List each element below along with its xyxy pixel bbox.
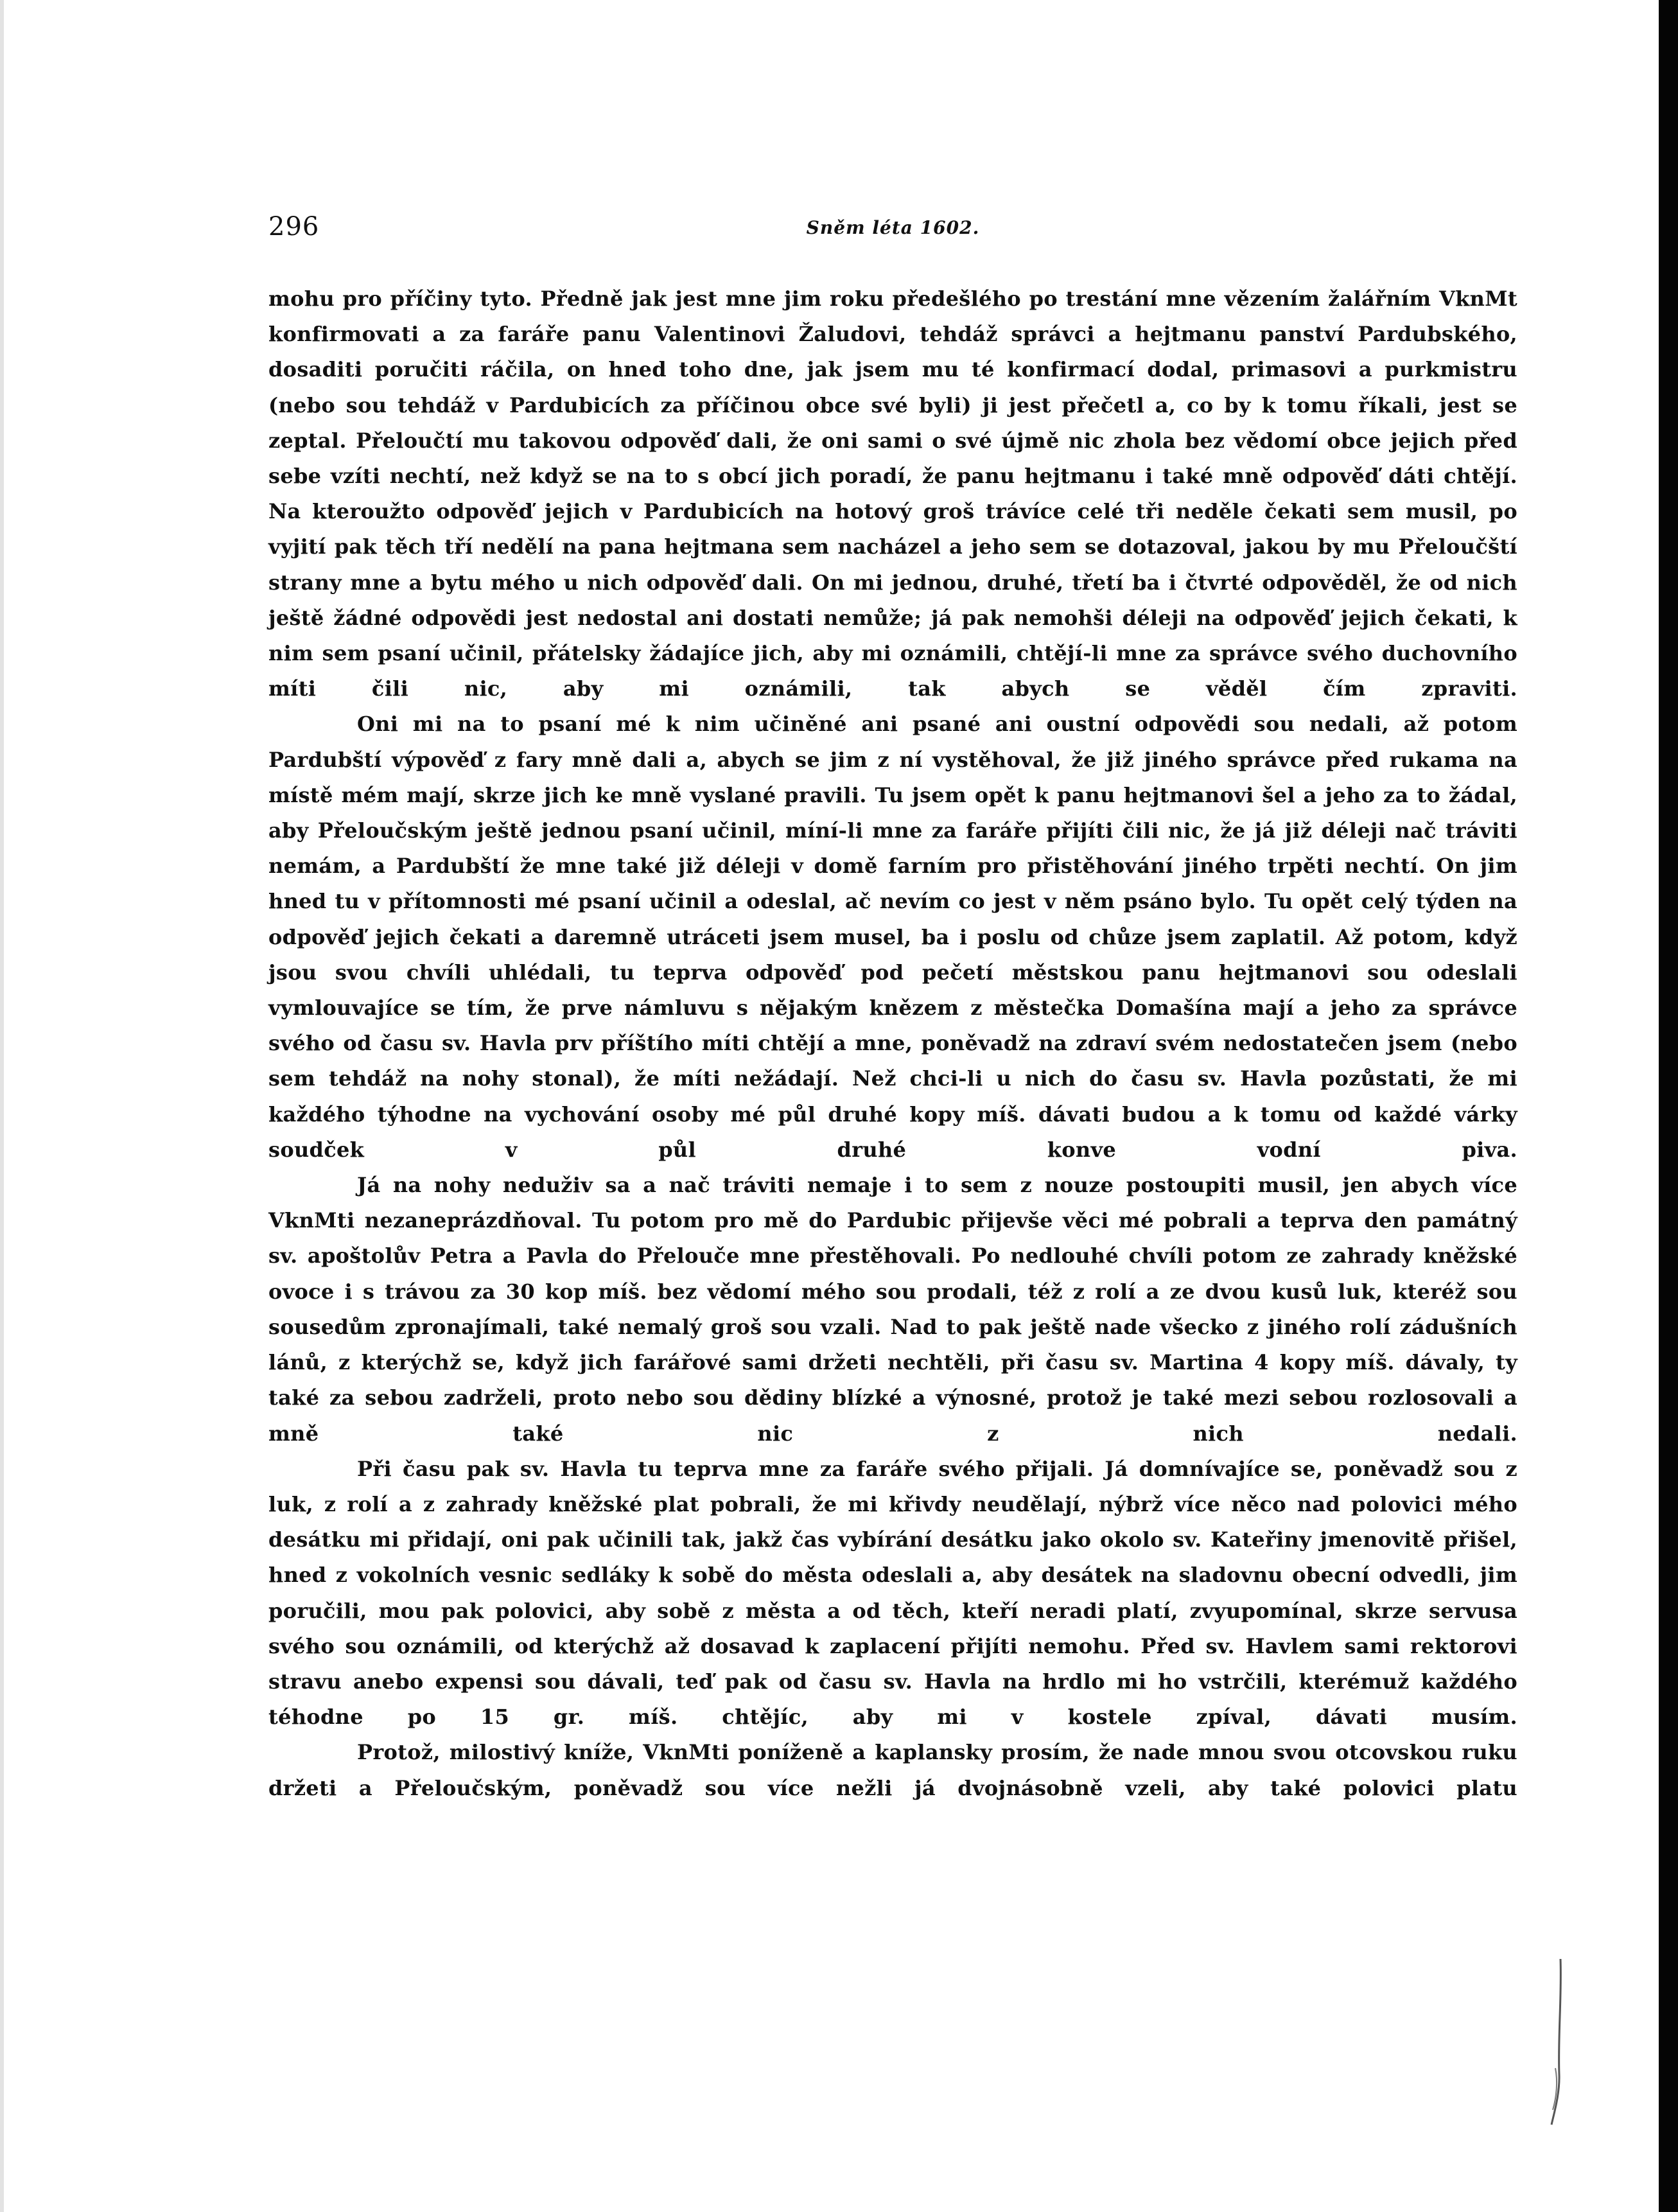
scan-edge-left <box>0 0 4 2212</box>
paragraph-1: mohu pro příčiny tyto. Předně jak jest mne jim roku předešlého po trestání mne vězením žalářním VknMt konfirmovati a za faráře panu Valentinovi Žaludovi, tehdáž správci a hejtmanu panství Pardubského, dosaditi poručiti ráčila, on hned toho dne, jak jsem mu té konfirmací dodal, primasovi a purkmistru (nebo sou tehdáž v Pardubicích za příčinou obce své byli) ji jest přečetl a, co by k tomu říkali, jest se zeptal. Přeloučtí mu takovou odpověď dali, že oni sami o své újmě nic zhola bez vědomí obce jejich před sebe vzíti nechtí, než když se na to s obcí jich poradí, že panu hejtmanu i také mně odpověď dáti chtějí. Na kteroužto odpověď jejich v Pardubicích na hotový groš trávíce celé tři neděle čekati sem musil, po vyjití pak těch tří nedělí na pana hejtmana sem nacházel a jeho sem se dotazoval, jakou by mu Přeloučští strany mne a bytu mého u nich odpověď dali. On mi jednou, druhé, třetí ba i čtvrté odpověděl, že od nich ještě žádné odpovědi jest nedostal ani dostati nemůže; já pak nemohši déleji na odpověď jejich čekati, k nim sem psaní učinil, přátelsky žádajíce jich, aby mi oznámili, chtějí-li mne za správce svého duchovního míti čili nic, aby mi oznámili, tak abych se věděl čím zpraviti. <box>268 286 1517 701</box>
running-title: Sněm léta 1602. <box>806 217 980 238</box>
document-page <box>268 212 1517 1806</box>
paragraph-3: Já na nohy neduživ sa a nač tráviti nemaje i to sem z nouze postoupiti musil, jen abych více VknMti nezaneprázdňoval. Tu potom pro mě do Pardubic přijevše věci mé pobrali a teprva den památný sv. apoštolův Petra a Pavla do Přelouče mne přestěhovali. Po nedlouhé chvíli potom ze zahrady kněžské ovoce i s trávou za 30 kop míš. bez vědomí mého sou prodali, též z rolí a ze dvou kusů luk, kteréž sou sousedům zpronajímali, také nemalý groš sou vzali. Nad to pak ještě nade všecko z jiného rolí zádušních lánů, z kterýchž se, když jich farářové sami držeti nechtěli, při času sv. Martina 4 kopy míš. dávaly, ty také za sebou zadrželi, proto nebo sou dědiny blízké a výnosné, protož je také mezi sebou rozlosovali a mně také nic z nich nedali. <box>268 1173 1517 1446</box>
body-text <box>268 281 1517 1806</box>
paragraph-5: Protož, milostivý kníže, VknMti poníženě a kaplansky prosím, že nade mnou svou otcovskou ruku držeti a Přeloučským, poněvadž sou více nežli já dvojnásobně vzeli, aby také polovici platu <box>268 1740 1517 1800</box>
scan-edge-right <box>1659 0 1678 2212</box>
paragraph-2: Oni mi na to psaní mé k nim učiněné ani psané ani oustní odpovědi sou nedali, až potom Pardubští výpověď z fary mně dali a, abych se jim z ní vystěhoval, že již jiného správce před rukama na místě mém mají, skrze jich ke mně vyslané pravili. Tu jsem opět k panu hejtmanovi šel a jeho za to žádal, aby Přeloučským ještě jednou psaní učinil, míní-li mne za faráře přijíti čili nic, že já již déleji nač tráviti nemám, a Pardubští že mne také již déleji v domě farním pro přistěhování jiného trpěti nechtí. On jim hned tu v přítomnosti mé psaní učinil a odeslal, ač nevím co jest v něm psáno bylo. Tu opět celý týden na odpověď jejich čekati a daremně utráceti jsem musel, ba i poslu od chůze jsem zaplatil. Až potom, když jsou svou chvíli uhlédali, tu teprva odpověď pod pečetí městskou panu hejtmanovi sou odeslali vymlouvajíce se tím, že prve námluvu s nějakým knězem z městečka Domašína mají a jeho za správce svého od času sv. Havla prv příštího míti chtějí a mne, poněvadž na zdraví svém nedostatečen jsem (nebo sem tehdáž na nohy stonal), že míti nežádají. Než chci-li u nich do času sv. Havla pozůstati, že mi každého týhodne na vychování osoby mé půl druhé kopy míš. dávati budou a k tomu od každé várky soudček v půl druhé konve vodní piva. <box>268 712 1517 1162</box>
page-number: 296 <box>268 212 320 241</box>
paragraph-4: Při času pak sv. Havla tu teprva mne za faráře svého přijali. Já domnívajíce se, poněvadž sou z luk, z rolí a z zahrady kněžské plat pobrali, že mi křivdy neudělají, nýbrž více něco nad polovici mého desátku mi přidají, oni pak učinili tak, jakž čas vybírání desátku jako okolo sv. Kateřiny jmenovitě přišel, hned z vokolních vesnic sedláky k sobě do města odeslali a, aby desátek na sladovnu obecní odvedli, jim poručili, mou pak polovici, aby sobě z města a od těch, kteří neradi platí, zvyupomínal, skrze servusa svého sou oznámili, od kterýchž až dosavad k zaplacení přijíti nemohu. Před sv. Havlem sami rektorovi stravu anebo expensi sou dávali, teď pak od času sv. Havla na hrdlo mi ho vstrčili, kterémuž každého téhodne po 15 gr. míš. chtějíc, aby mi v kostele zpíval, dávati musím. <box>268 1456 1517 1730</box>
pencil-mark <box>1546 1959 1572 2126</box>
running-head <box>268 212 1517 257</box>
